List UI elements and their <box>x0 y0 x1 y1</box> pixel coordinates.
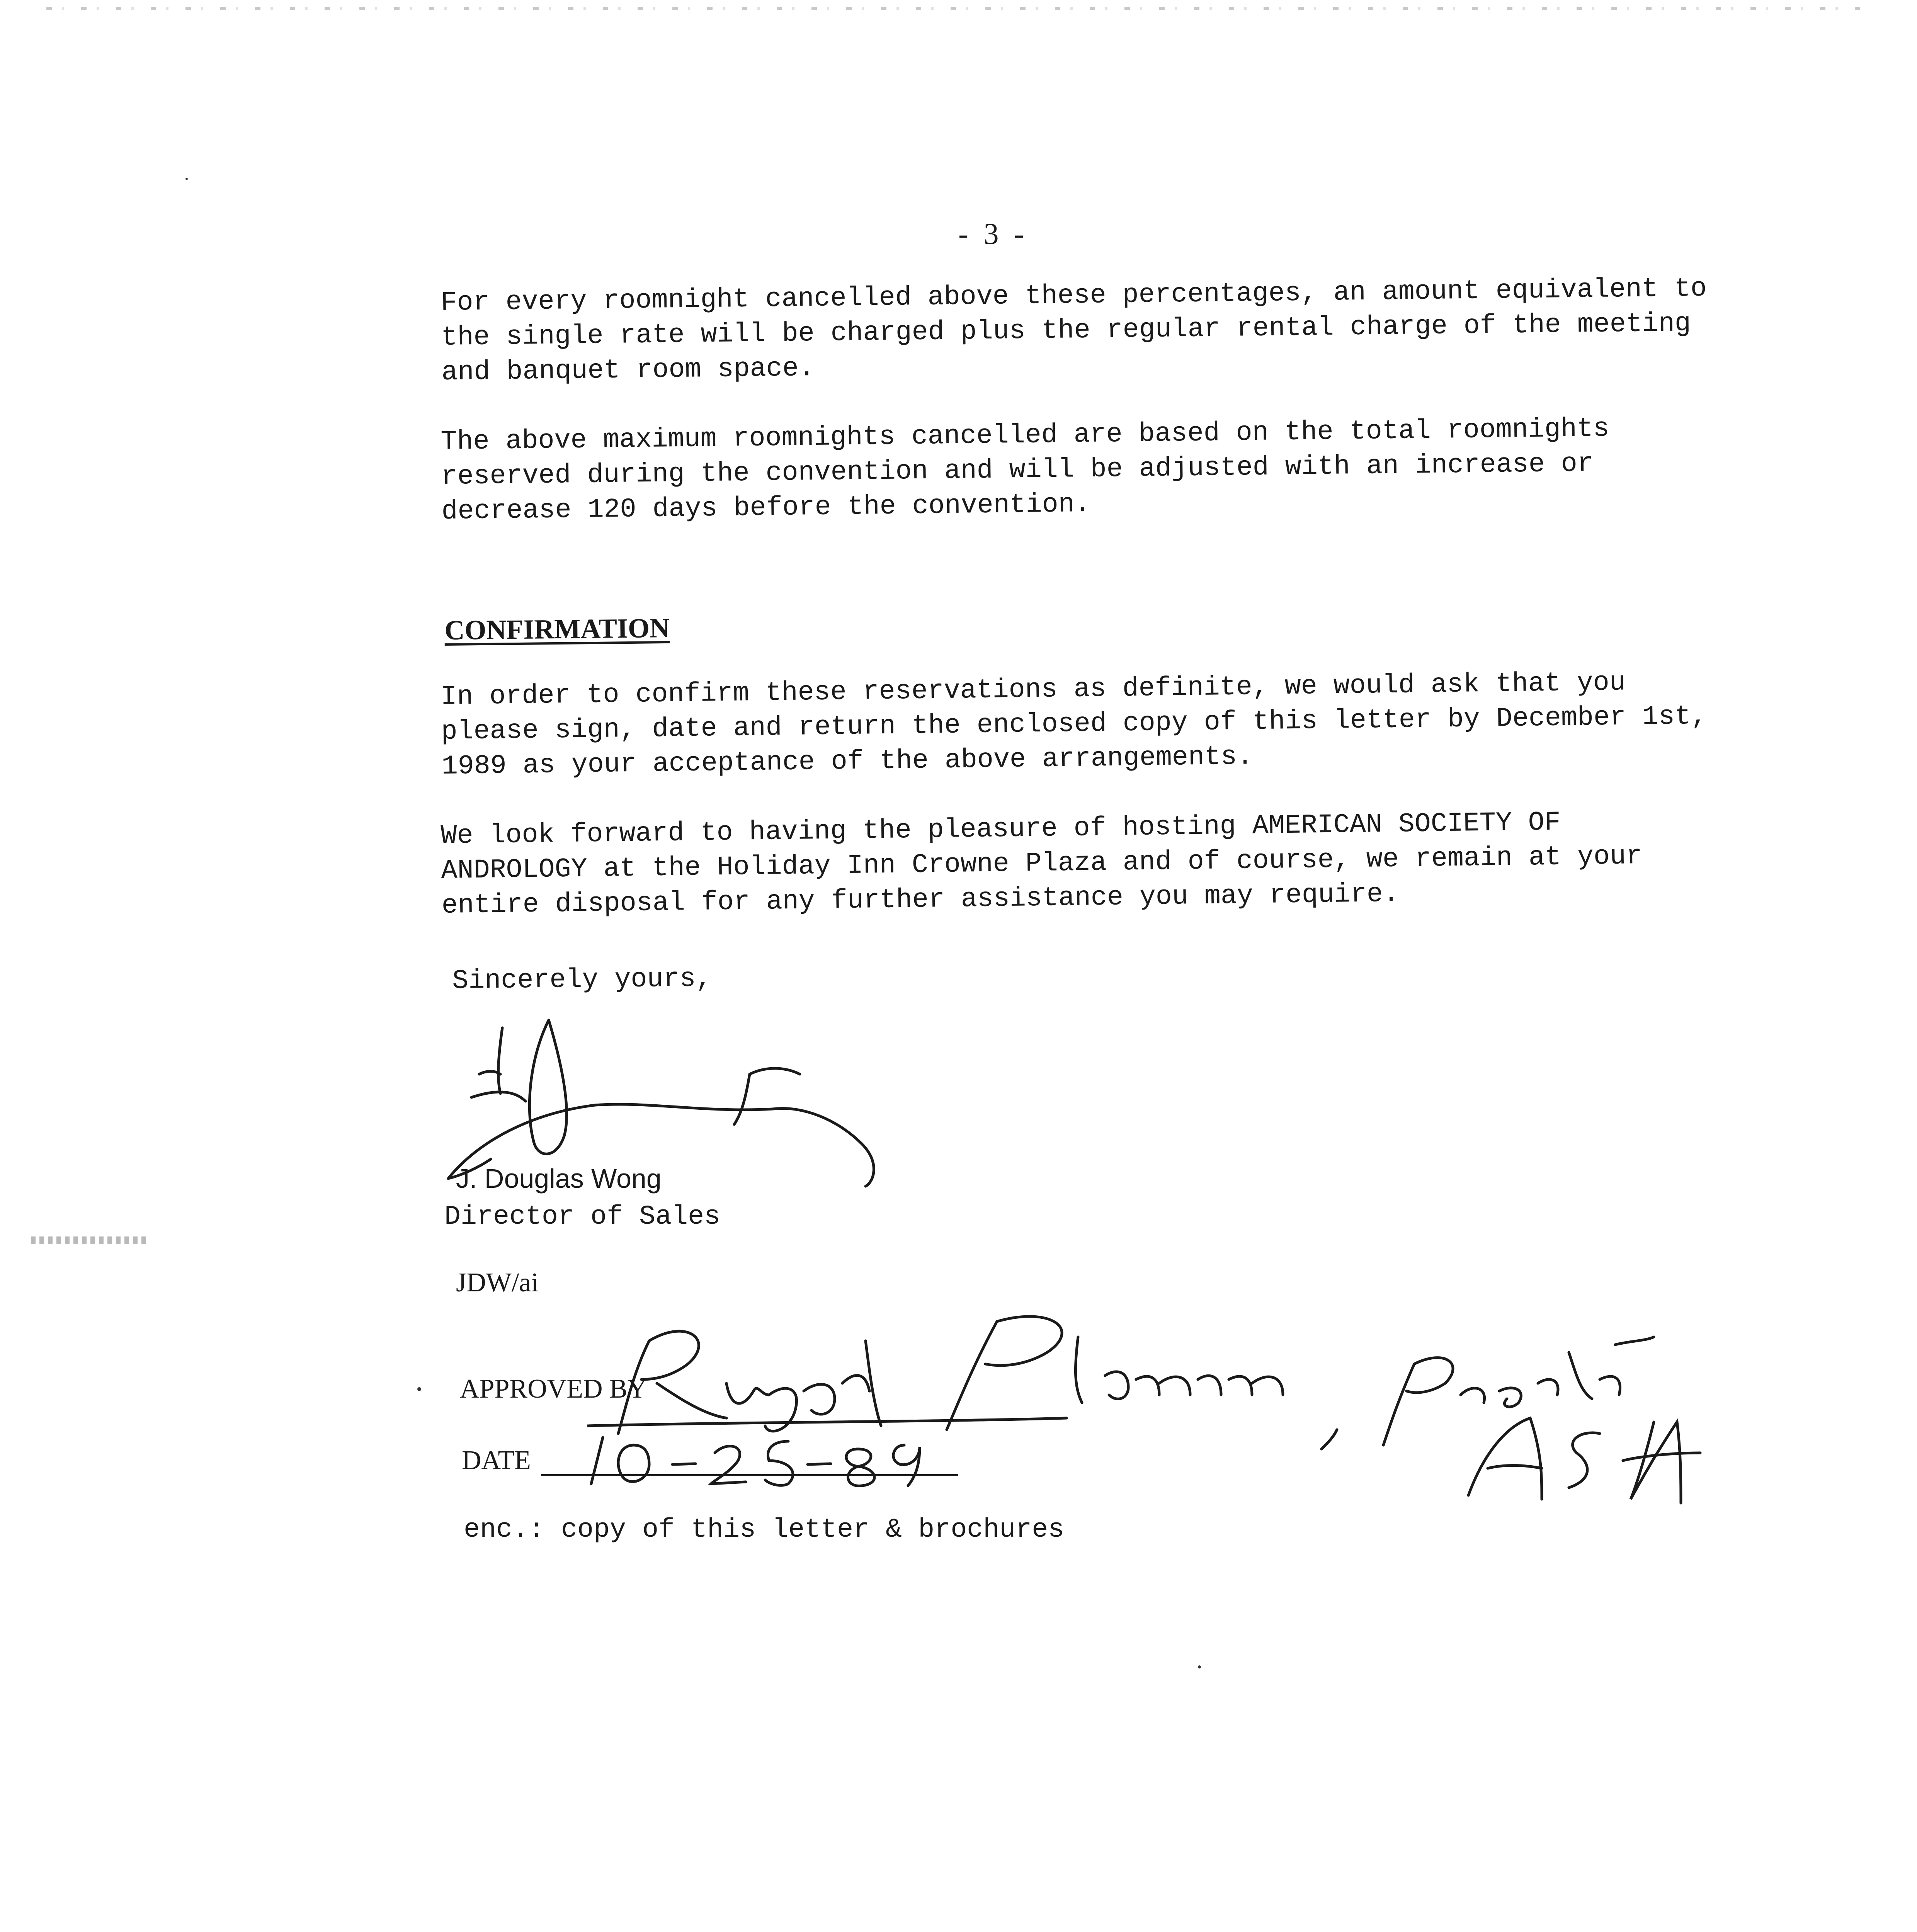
enclosure-note: enc.: copy of this letter & brochures <box>464 1515 1065 1545</box>
scan-speck <box>1198 1665 1201 1668</box>
signer-name: J. Douglas Wong <box>456 1163 662 1194</box>
confirmation-heading: CONFIRMATION <box>444 612 670 646</box>
paragraph-confirm-request: In order to confirm these reservations as definite, we would ask that you please sign, date and return the enclosed copy of this letter by December 1st, 1989 as your acceptance of the above arrangements. <box>441 667 1708 782</box>
paragraph-look-forward: We look forward to having the pleasure of hosting AMERICAN SOCIETY OF ANDROLOGY at the Holiday Inn Crowne Plaza and of course, we remain at your entire disposal for any further assistance you may require. <box>441 807 1643 921</box>
handwritten-date <box>587 1430 958 1488</box>
signer-title: Director of Sales <box>444 1202 721 1232</box>
scan-speck <box>185 178 188 180</box>
page-number: - 3 - <box>958 217 1028 250</box>
scan-speck <box>417 1387 421 1391</box>
approved-by-label: APPROVED BY <box>460 1374 647 1404</box>
scan-artifact-margin <box>31 1236 147 1244</box>
handwritten-approval-signature <box>587 1306 1801 1522</box>
reference-initials: JDW/ai <box>456 1268 539 1298</box>
date-label: DATE <box>462 1446 531 1475</box>
closing-salutation: Sincerely yours, <box>452 964 712 997</box>
paragraph-cancellation-charge: For every roomnight cancelled above these percentages, an amount equivalent to the single rate will be charged plus the regular rental charge of the meeting and banquet room space. <box>441 273 1707 388</box>
paragraph-adjustment: The above maximum roomnights cancelled are based on the total roomnights reserved during the convention and will be adjusted with an increase or decrease 120 days before the convention. <box>441 413 1610 527</box>
scan-artifact-top <box>46 7 1870 10</box>
